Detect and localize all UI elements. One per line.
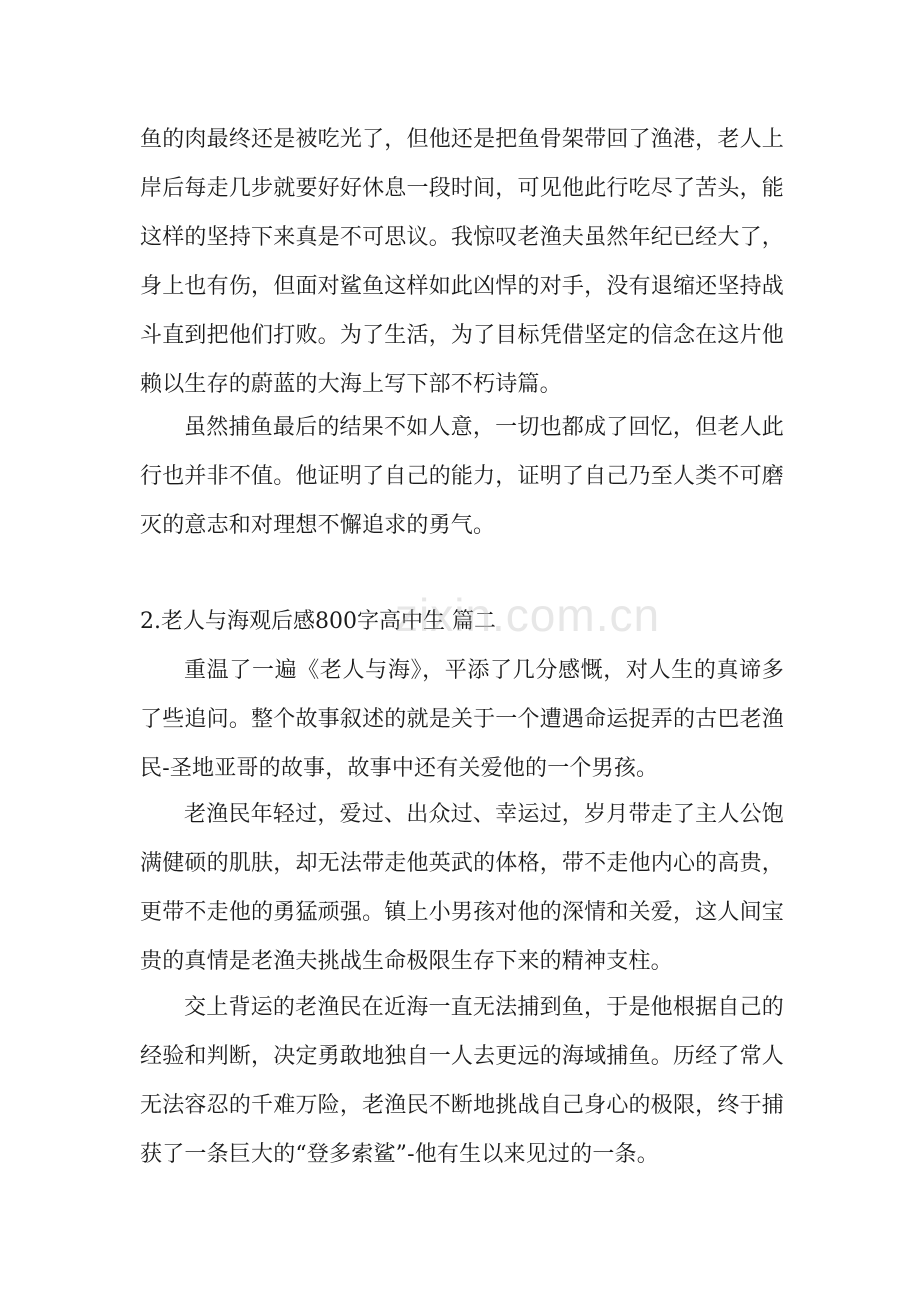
paragraph-5: 交上背运的老渔民在近海一直无法捕到鱼，于是他根据自己的经验和判断，决定勇敢地独自一人去更远的海域捕鱼。历经了常人无法容忍的千难万险，老渔民不断地挑战自己身心的极限，终于捕获了一条巨大的“登多索鲨”-他有生以来见过的一条。 [140, 995, 784, 1167]
paragraph-4: 老渔民年轻过，爱过、出众过、幸运过，岁月带走了主人公饱满健硕的肌肤，却无法带走他英武的体格，带不走他内心的高贵，更带不走他的勇猛顽强。镇上小男孩对他的深情和关爱，这人间宝贵的真情是老渔夫挑战生命极限生存下来的精神支柱。 [140, 802, 784, 974]
section-heading: 2.老人与海观后感800字高中生 篇二 [140, 609, 496, 634]
watermark: zixin.com.cn [395, 589, 661, 641]
paragraph-2: 虽然捕鱼最后的结果不如人意，一切也都成了回忆，但老人此行也并非不值。他证明了自己的能力，证明了自己乃至人类不可磨灭的意志和对理想不懈追求的勇气。 [140, 415, 784, 538]
paragraph-3: 重温了一遍《老人与海》，平添了几分感慨，对人生的真谛多了些追问。整个故事叙述的就是关于一个遭遇命运捉弄的古巴老渔民-圣地亚哥的故事，故事中还有关爱他的一个男孩。 [140, 658, 784, 781]
paragraph-1: 鱼的肉最终还是被吃光了，但他还是把鱼骨架带回了渔港，老人上岸后每走几步就要好好休息一段时间，可见他此行吃尽了苦头，能这样的坚持下来真是不可思议。我惊叹老渔夫虽然年纪已经大了，身上也有伤，但面对鲨鱼这样如此凶悍的对手，没有退缩还坚持战斗直到把他们打败。为了生活，为了目标凭借坚定的信念在这片他赖以生存的蔚蓝的大海上写下部不朽诗篇。 [140, 127, 784, 397]
